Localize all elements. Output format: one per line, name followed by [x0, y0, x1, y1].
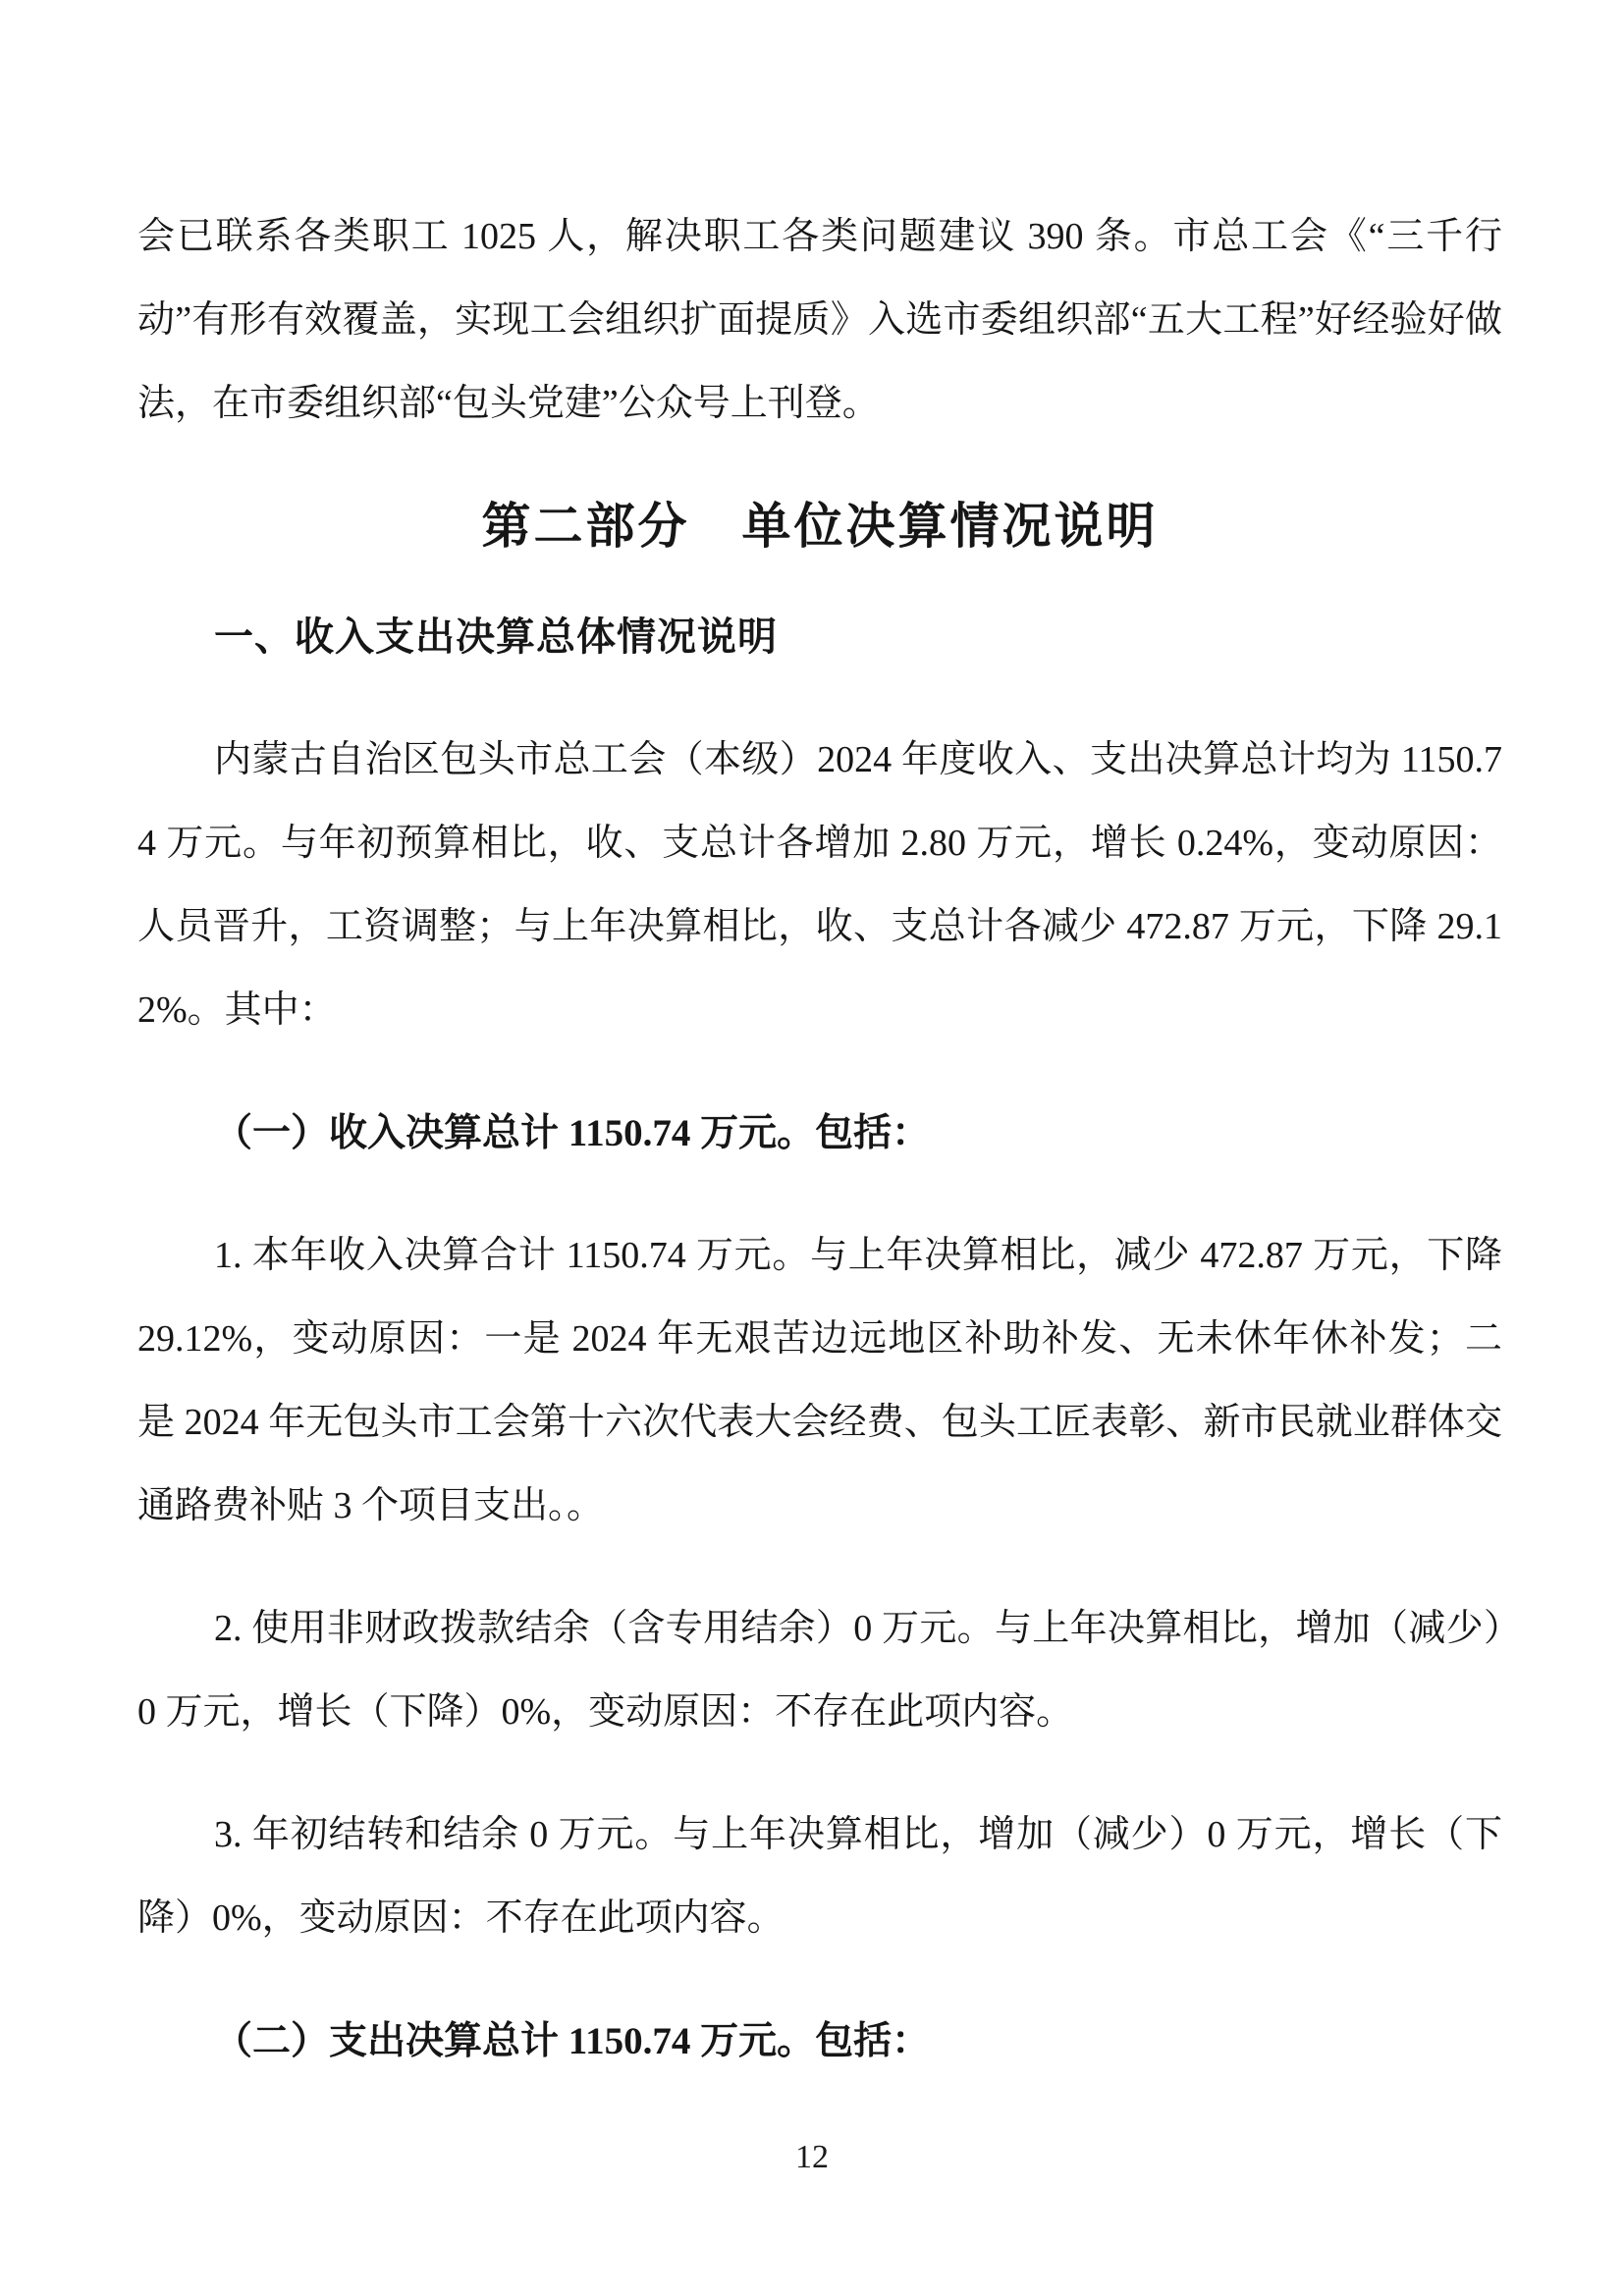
paragraph-item-1-income: 1. 本年收入决算合计 1150.74 万元。与上年决算相比，减少 472.87 万元，下降 29.12%，变动原因：一是 2024 年无艰苦边远地区补助补发、无未休年休补发；二是 2024 年无包头市工会第十六次代表大会经费、包头工匠表彰、新市民就业群体交通路费补贴 3 个项目支出。。 — [137, 1235, 1502, 1526]
paragraph-item-2-nonfiscal-balance: 2. 使用非财政拨款结余（含专用结余）0 万元。与上年决算相比，增加（减少）0 万元，增长（下降）0%，变动原因：不存在此项内容。 — [137, 1608, 1502, 1733]
paragraph-item-3-carryover: 3. 年初结转和结余 0 万元。与上年决算相比，增加（减少）0 万元，增长（下降）0%，变动原因：不存在此项内容。 — [137, 1814, 1502, 1939]
document-content — [137, 195, 1502, 2122]
section-heading-overall: 一、收入支出决算总体情况说明 — [214, 615, 778, 659]
part-title: 第二部分 单位决算情况说明 — [481, 499, 1159, 554]
paragraph-intro-continuation: 会已联系各类职工 1025 人，解决职工各类问题建议 390 条。市总工会《“三千行动”有形有效覆盖，实现工会组织扩面提质》入选市委组织部“五大工程”好经验好做法，在市委组织部“包头党建”公众号上刊登。 — [137, 216, 1502, 424]
page-number: 12 — [795, 2139, 829, 2175]
paragraph-overview: 内蒙古自治区包头市总工会（本级）2024 年度收入、支出决算总计均为 1150.74 万元。与年初预算相比，收、支总计各增加 2.80 万元，增长 0.24%，变动原因：人员晋升，工资调整；与上年决算相比，收、支总计各减少 472.87 万元，下降 29.12%。其中： — [137, 739, 1502, 1031]
subsection-heading-expenditure-total: （二）支出决算总计 1150.74 万元。包括： — [214, 2020, 931, 2062]
subsection-heading-income-total: （一）收入决算总计 1150.74 万元。包括： — [214, 1112, 931, 1154]
